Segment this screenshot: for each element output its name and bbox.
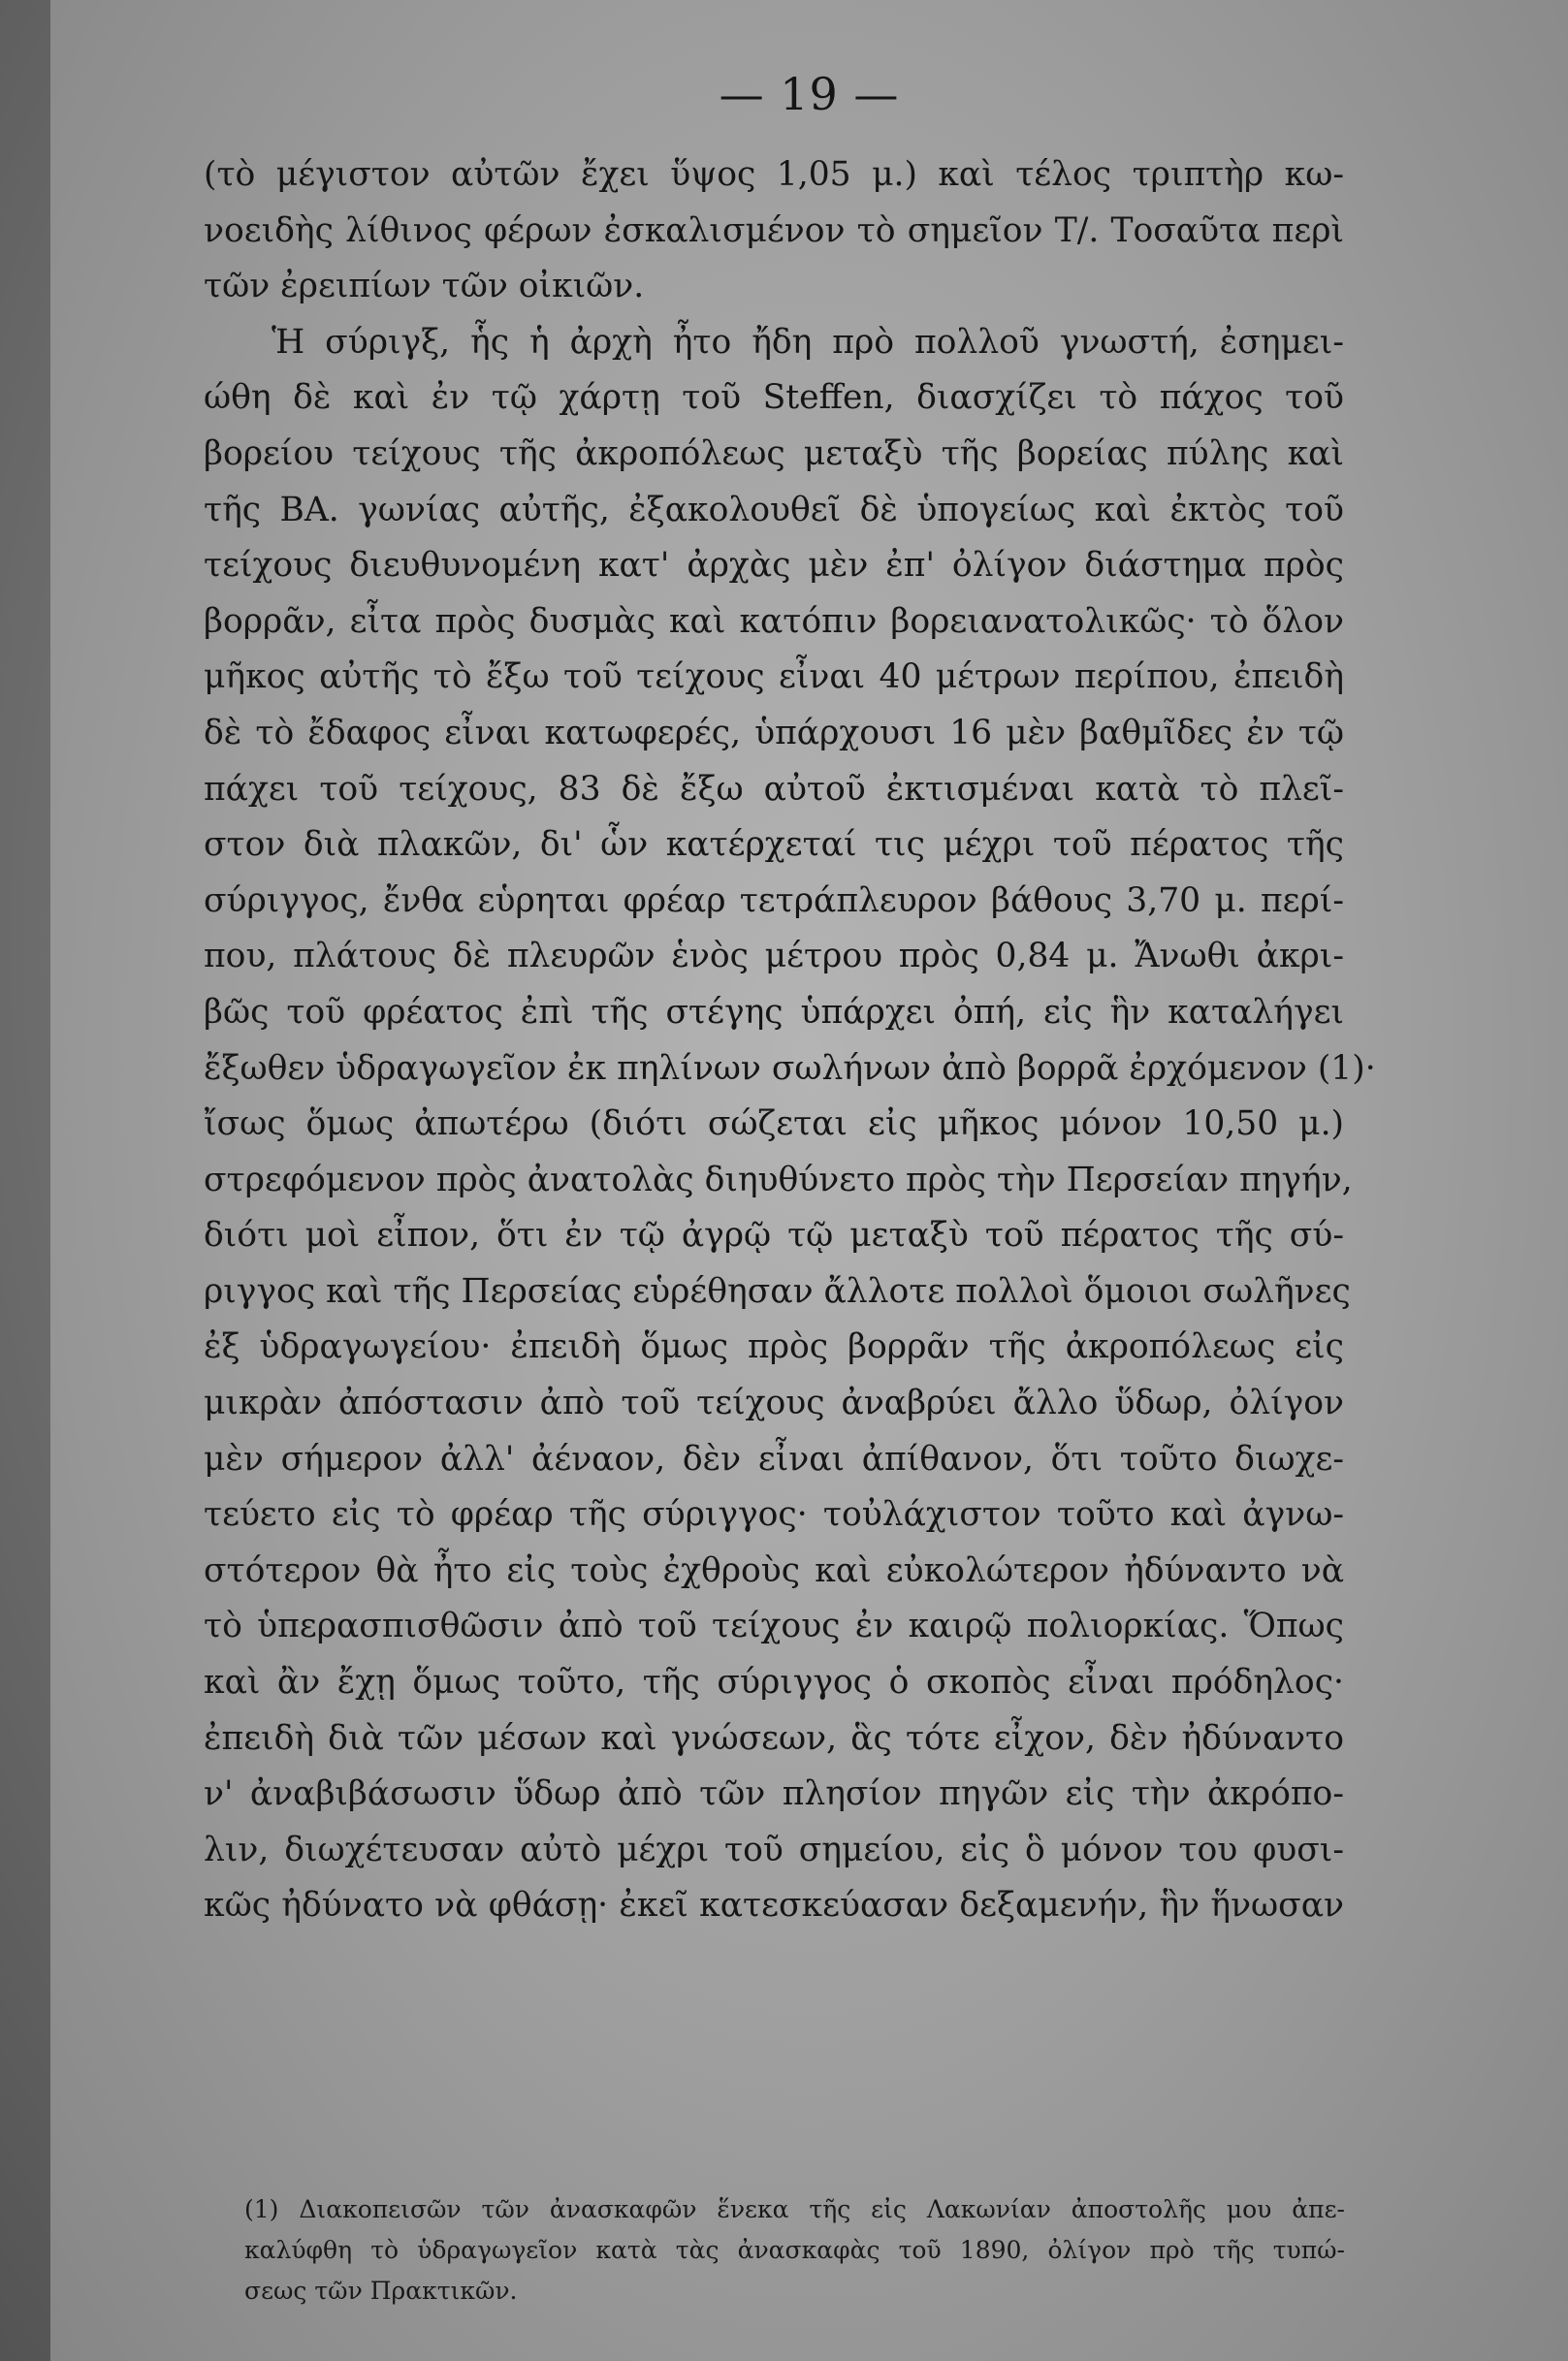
text-line: ἔξωθεν ὑδραγωγεῖον ἐκ πηλίνων σωλήνων ἀπὸ βορρᾶ ἐρχόμενον (1)· [204,1048,1376,1088]
text-line: ἴσως ὅμως ἀπωτέρω (διότι σώζεται εἰς μῆκος μόνον 10,50 μ.) [204,1104,1344,1144]
book-page [50,0,1568,2361]
text-line: στότερον θὰ ἦτο εἰς τοὺς ἐχθροὺς καὶ εὐκολώτερον ἠδύναντο νὰ [204,1550,1344,1590]
text-line: ν' ἀναβιβάσωσιν ὕδωρ ἀπὸ τῶν πλησίον πηγῶν εἰς τὴν ἀκρόπο- [204,1774,1344,1814]
text-line: ἐπειδὴ διὰ τῶν μέσων καὶ γνώσεων, ἃς τότε εἶχον, δὲν ἠδύναντο [204,1718,1344,1758]
text-line: βορρᾶν, εἶτα πρὸς δυσμὰς καὶ κατόπιν βορειανατολικῶς· τὸ ὅλον [204,601,1344,641]
text-line: (τὸ μέγιστον αὐτῶν ἔχει ὕψος 1,05 μ.) καὶ τέλος τριπτὴρ κω- [204,155,1344,194]
text-line: τὸ ὑπερασπισθῶσιν ἀπὸ τοῦ τείχους ἐν καιρῷ πολιορκίας. Ὅπως [204,1607,1344,1646]
text-line: ἐξ ὑδραγωγείου· ἐπειδὴ ὅμως πρὸς βορρᾶν τῆς ἀκροπόλεως εἰς [204,1327,1344,1367]
text-line: νοειδὴς λίθινος φέρων ἐσκαλισμένον τὸ σημεῖον Τ/. Τοσαῦτα περὶ [204,210,1344,250]
paragraph-start-line: Ἡ σύριγξ, ἧς ἡ ἀρχὴ ἦτο ἤδη πρὸ πολλοῦ γνωστή, ἐσημει- [272,322,1344,362]
text-line: καὶ ἂν ἔχῃ ὅμως τοῦτο, τῆς σύριγγος ὁ σκοπὸς εἶναι πρόδηλος· [204,1663,1344,1703]
text-line: στρεφόμενον πρὸς ἀνατολὰς διηυθύνετο πρὸς τὴν Περσείαν πηγήν, [204,1160,1353,1199]
body-text [204,147,1376,1934]
text-line: ριγγος καὶ τῆς Περσείας εὑρέθησαν ἄλλοτε πολλοὶ ὅμοιοι σωλῆνες [204,1271,1351,1311]
footnote-line: καλύφθη τὸ ὑδραγωγεῖον κατὰ τὰς ἀνασκαφὰς τοῦ 1890, ὀλίγον πρὸ τῆς τυπώ- [244,2236,1345,2264]
text-line: δὲ τὸ ἔδαφος εἶναι κατωφερές, ὑπάρχουσι 16 μὲν βαθμῖδες ἐν τῷ [204,713,1344,752]
text-line: διότι μοὶ εἶπον, ὅτι ἐν τῷ ἀγρῷ τῷ μεταξὺ τοῦ πέρατος τῆς σύ- [204,1216,1344,1256]
text-line: που, πλάτους δὲ πλευρῶν ἑνὸς μέτρου πρὸς 0,84 μ. Ἄνωθι ἀκρι- [204,937,1344,976]
footnote [244,2189,1345,2312]
text-line: στον διὰ πλακῶν, δι' ὧν κατέρχεταί τις μέχρι τοῦ πέρατος τῆς [204,825,1344,865]
text-line: βῶς τοῦ φρέατος ἐπὶ τῆς στέγης ὑπάρχει ὀπή, εἰς ἣν καταλήγει [204,992,1344,1032]
text-line: πάχει τοῦ τείχους, 83 δὲ ἔξω αὐτοῦ ἐκτισμέναι κατὰ τὸ πλεῖ- [204,769,1344,809]
text-line: λιν, διωχέτευσαν αὐτὸ μέχρι τοῦ σημείου, εἰς ὃ μόνον του φυσι- [204,1830,1344,1869]
text-line: μὲν σήμερον ἀλλ' ἀέναον, δὲν εἶναι ἀπίθανον, ὅτι τοῦτο διωχε- [204,1439,1344,1479]
text-line: τεύετο εἰς τὸ φρέαρ τῆς σύριγγος· τοὐλάχιστον τοῦτο καὶ ἀγνω- [204,1495,1344,1535]
text-line: τείχους διευθυνομένη κατ' ἀρχὰς μὲν ἐπ' ὀλίγον διάστημα πρὸς [204,546,1344,586]
footnote-line: σεως τῶν Πρακτικῶν. [244,2277,518,2305]
text-line: τῆς ΒΑ. γωνίας αὐτῆς, ἐξακολουθεῖ δὲ ὑπογείως καὶ ἐκτὸς τοῦ [204,490,1344,529]
text-line: μῆκος αὐτῆς τὸ ἔξω τοῦ τείχους εἶναι 40 μέτρων περίπου, ἐπειδὴ [204,657,1344,697]
footnote-line: (1) Διακοπεισῶν τῶν ἀνασκαφῶν ἕνεκα τῆς εἰς Λακωνίαν ἀποστολῆς μου ἀπε- [244,2195,1345,2223]
page-number: — 19 — [719,68,900,120]
text-line: τῶν ἐρειπίων τῶν οἰκιῶν. [204,267,645,306]
text-line: κῶς ἠδύνατο νὰ φθάσῃ· ἐκεῖ κατεσκεύασαν δεξαμενήν, ἣν ἥνωσαν [204,1886,1344,1926]
text-line: μικρὰν ἀπόστασιν ἀπὸ τοῦ τείχους ἀναβρύει ἄλλο ὕδωρ, ὀλίγον [204,1384,1344,1423]
text-line: σύριγγος, ἔνθα εὑρηται φρέαρ τετράπλευρον βάθους 3,70 μ. περί- [204,880,1344,920]
text-line: ώθη δὲ καὶ ἐν τῷ χάρτῃ τοῦ Steffen, διασχίζει τὸ πάχος τοῦ [204,378,1344,418]
text-line: βορείου τείχους τῆς ἀκροπόλεως μεταξὺ τῆς βορείας πύλης καὶ [204,433,1344,473]
